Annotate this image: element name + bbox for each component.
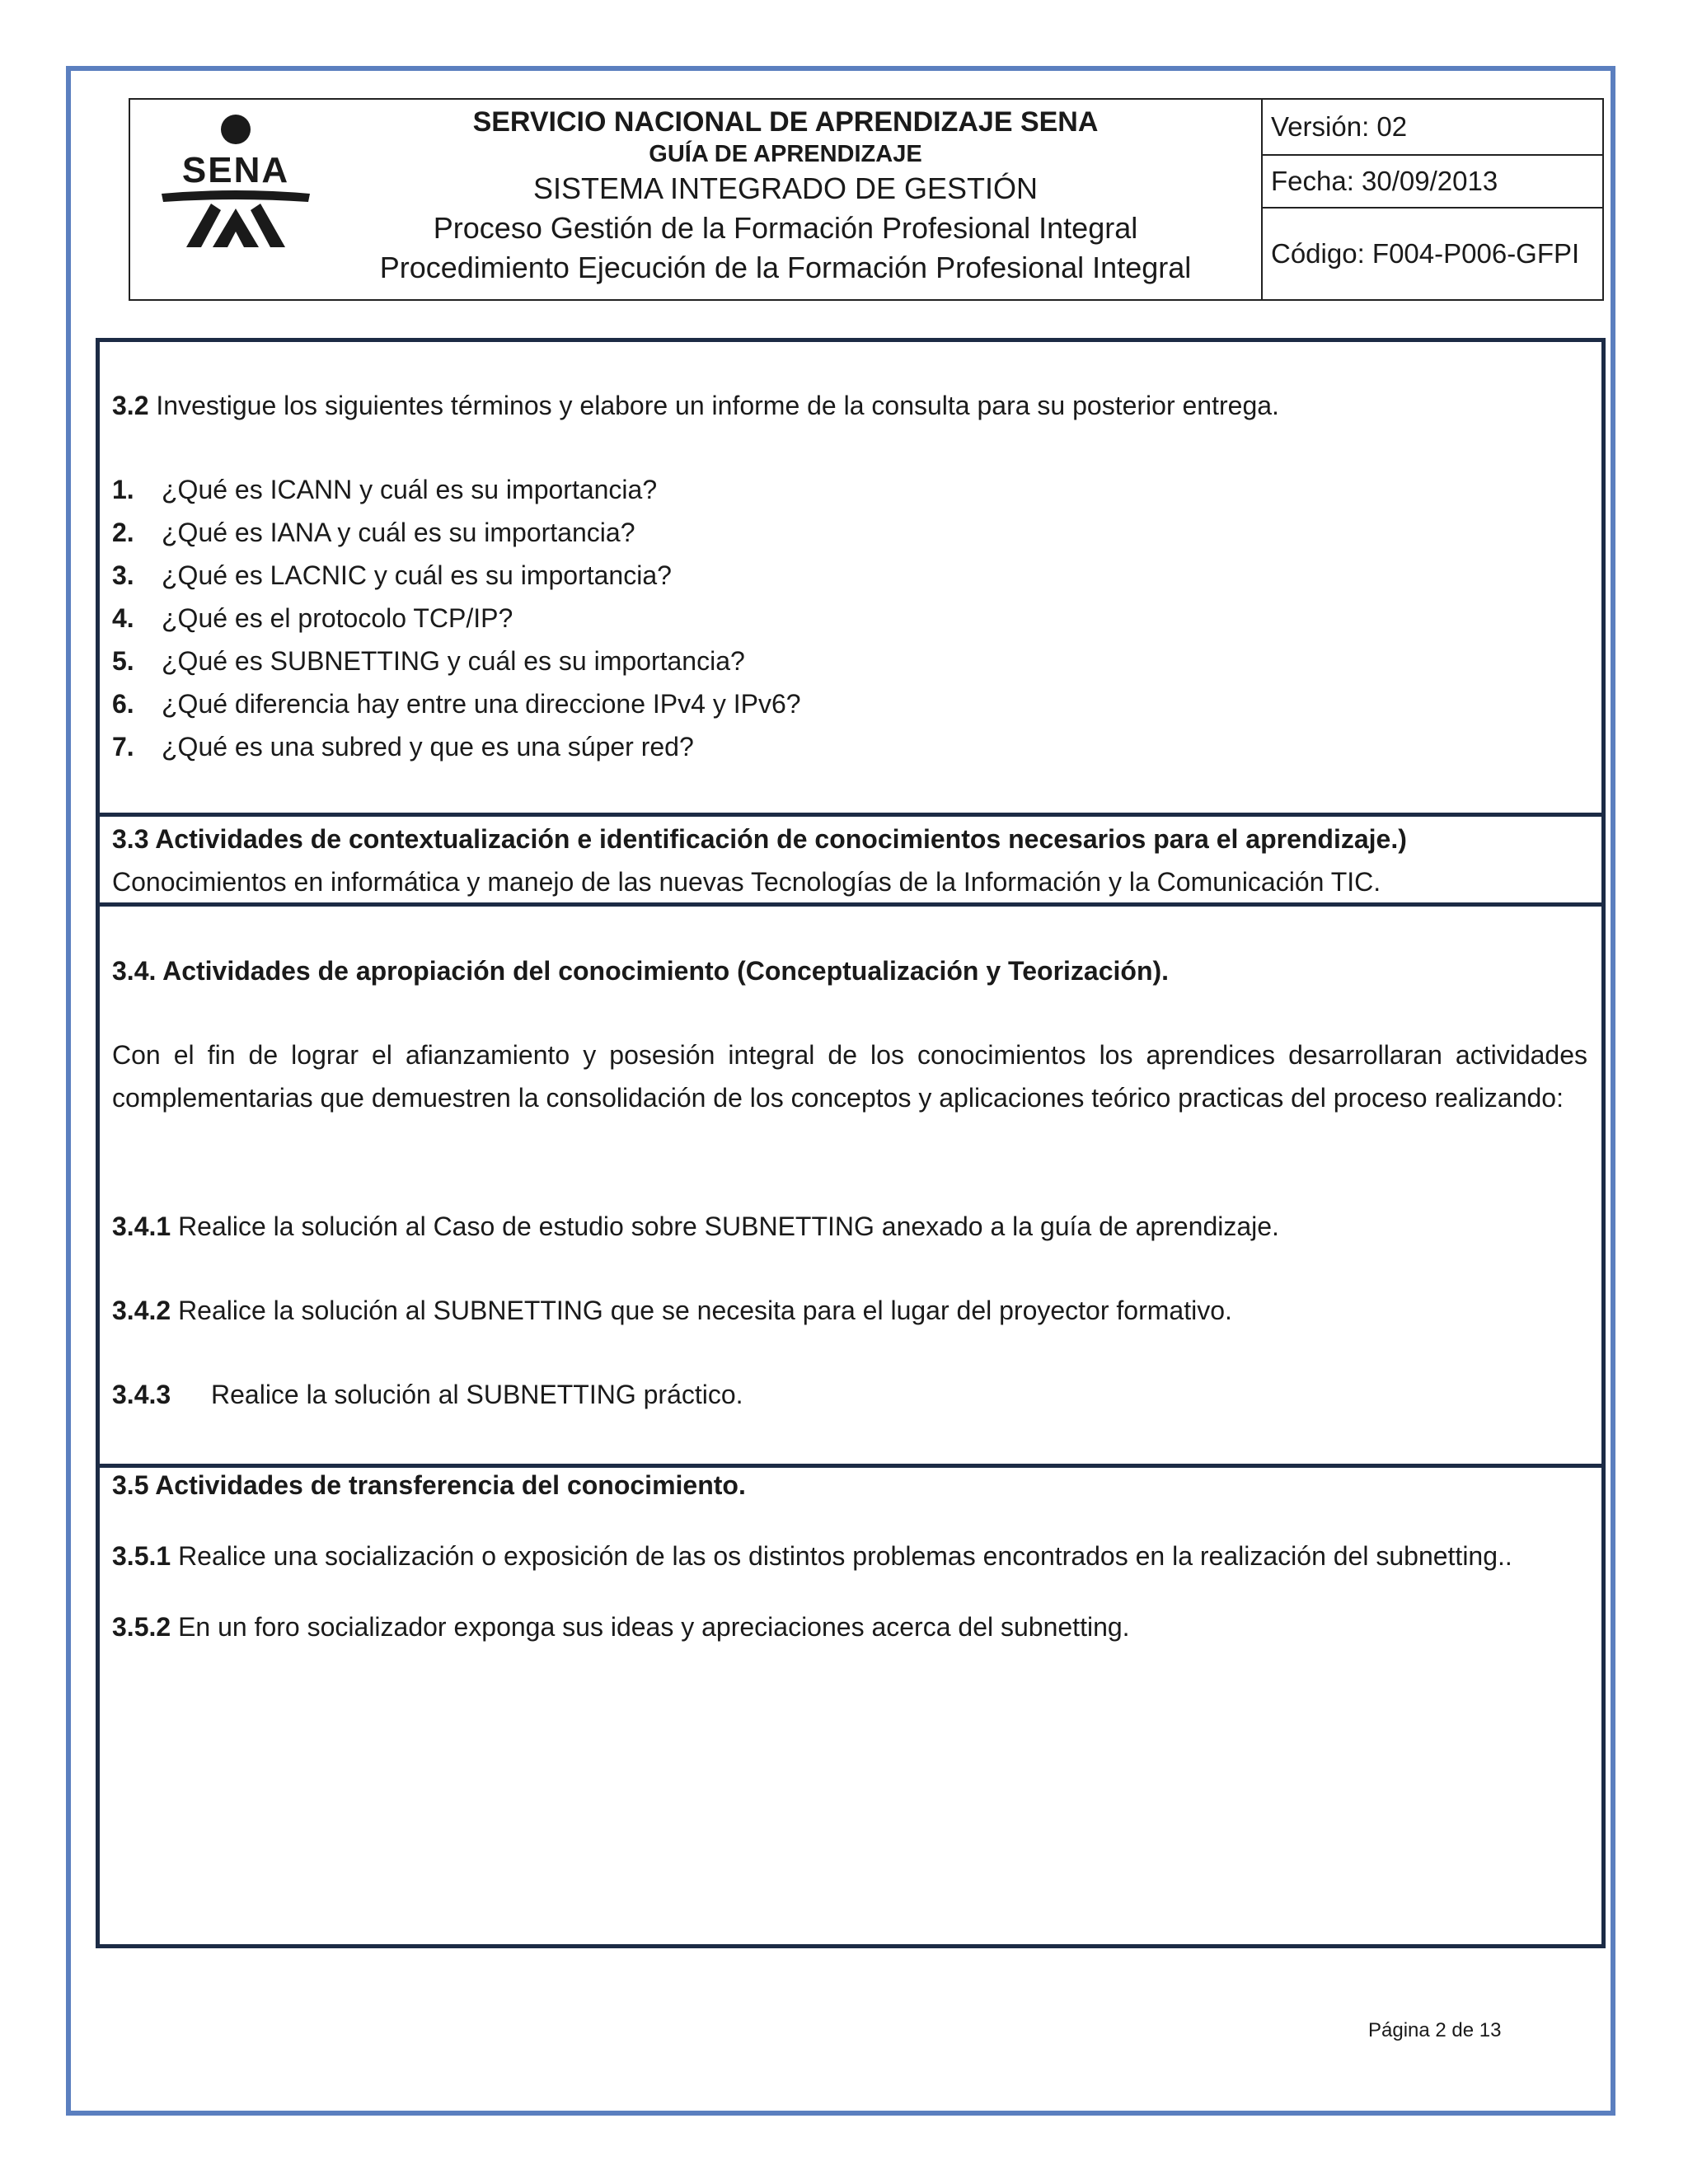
list-item xyxy=(112,640,745,682)
header-procedure: Procedimiento Ejecución de la Formación Profesional Integral xyxy=(379,251,1192,284)
activity-text: En un foro socializador exponga sus ideas y apreciaciones acerca del subnetting. xyxy=(171,1612,1130,1642)
list-item-number: 6. xyxy=(112,689,134,719)
header-date: Fecha: 30/09/2013 xyxy=(1261,156,1602,209)
activity-3-4-3 xyxy=(112,1373,743,1416)
header-org: SERVICIO NACIONAL DE APRENDIZAJE SENA xyxy=(472,106,1099,138)
section-3-4-title: 3.4. Actividades de apropiación del conocimiento (Conceptualización y Teorización). xyxy=(112,956,1170,986)
list-item xyxy=(112,725,694,768)
list-item-number: 5. xyxy=(112,646,134,676)
document-header xyxy=(129,98,1604,301)
activity-number: 3.4.2 xyxy=(112,1296,171,1325)
section-3-3-body: Conocimientos en informática y manejo de las nuevas Tecnologías de la Información y la Comunicación TIC. xyxy=(112,867,1381,897)
sena-logo-text: SENA xyxy=(181,150,290,190)
activity-text: Realice la solución al SUBNETTING que se necesita para el lugar del proyector formativo. xyxy=(171,1296,1232,1325)
header-process: Proceso Gestión de la Formación Profesional Integral xyxy=(433,211,1138,245)
header-guide: GUÍA DE APRENDIZAJE xyxy=(649,141,922,167)
activity-text: Realice la solución al SUBNETTING práctico. xyxy=(211,1380,743,1409)
activity-3-5-2 xyxy=(112,1605,1130,1648)
sena-logo xyxy=(153,111,318,251)
list-item-text: ¿Qué es SUBNETTING y cuál es su importancia? xyxy=(162,646,745,676)
header-code: Código: F004-P006-GFPI xyxy=(1271,238,1580,269)
section-3-2-number: 3.2 xyxy=(112,391,149,420)
activity-number: 3.4.1 xyxy=(112,1212,171,1241)
list-item xyxy=(112,597,513,640)
header-system: SISTEMA INTEGRADO DE GESTIÓN xyxy=(532,171,1039,205)
section-3-2-intro-text: Investigue los siguientes términos y elabore un informe de la consulta para su posterior entrega. xyxy=(148,391,1279,420)
list-item-text: ¿Qué es IANA y cuál es su importancia? xyxy=(162,518,635,547)
activity-number: 3.5.2 xyxy=(112,1612,171,1642)
section-3-3-title: 3.3 Actividades de contextualización e identificación de conocimientos necesarios para el aprendizaje.) xyxy=(112,824,1407,854)
header-title-cell xyxy=(130,100,1263,299)
activity-3-4-2 xyxy=(112,1289,1232,1332)
activity-3-4-1 xyxy=(112,1205,1279,1248)
list-item-text: ¿Qué es el protocolo TCP/IP? xyxy=(162,603,513,633)
list-item-text: ¿Qué es LACNIC y cuál es su importancia? xyxy=(162,560,672,590)
section-3-2-intro xyxy=(112,384,1279,427)
list-item xyxy=(112,682,801,725)
list-item-number: 2. xyxy=(112,518,134,547)
activity-text: Realice una socialización o exposición de las os distintos problemas encontrados en la realización del subnetting.. xyxy=(171,1541,1512,1571)
header-version: Versión: 02 xyxy=(1261,100,1602,156)
activity-number: 3.5.1 xyxy=(112,1541,171,1571)
list-item-text: ¿Qué es una subred y que es una súper red? xyxy=(162,732,694,762)
activity-3-5-1 xyxy=(112,1535,1512,1577)
list-item-text: ¿Qué es ICANN y cuál es su importancia? xyxy=(162,475,658,504)
list-item xyxy=(112,511,635,554)
list-item-text: ¿Qué diferencia hay entre una direccione IPv4 y IPv6? xyxy=(162,689,801,719)
activity-text: Realice la solución al Caso de estudio sobre SUBNETTING anexado a la guía de aprendizaje. xyxy=(171,1212,1279,1241)
header-meta-cell xyxy=(1261,100,1602,299)
list-item-number: 1. xyxy=(112,475,134,504)
list-item-number: 3. xyxy=(112,560,134,590)
list-item-number: 7. xyxy=(112,732,134,762)
activity-number: 3.4.3 xyxy=(112,1380,171,1409)
list-item-number: 4. xyxy=(112,603,134,633)
section-3-4-body: Con el fin de lograr el afianzamiento y posesión integral de los conocimientos los aprendices desarrollaran actividades complementarias que demuestren la consolidación de los conceptos y aplicaciones teórico practicas del proceso realizando: xyxy=(112,1040,1587,1113)
list-item xyxy=(112,468,657,511)
section-3-5-title: 3.5 Actividades de transferencia del conocimiento. xyxy=(112,1470,746,1500)
list-item xyxy=(112,554,672,597)
page-number: Página 2 de 13 xyxy=(1368,2019,1502,2041)
